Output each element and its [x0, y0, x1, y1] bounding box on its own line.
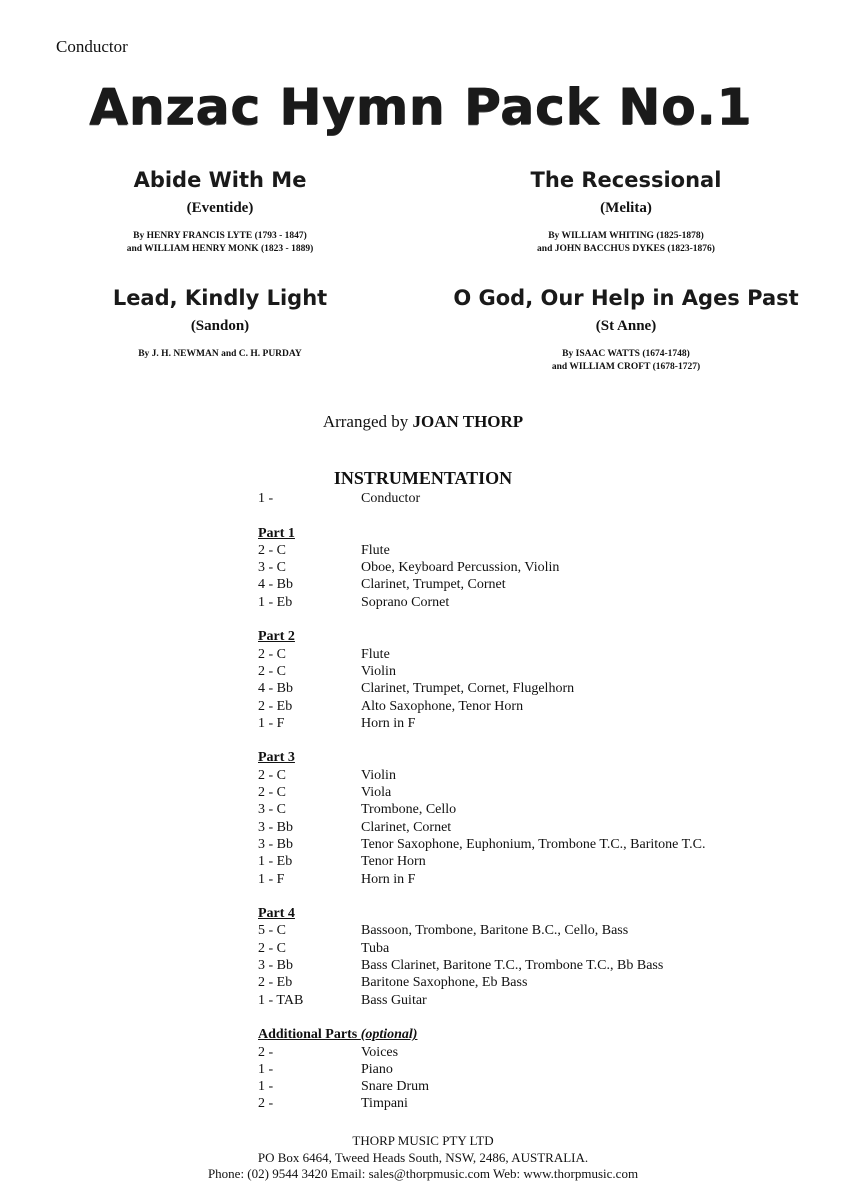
- instrument-name: Trombone, Cello: [361, 802, 457, 818]
- instrument-row: [258, 974, 778, 991]
- instrument-qty: 1 - Eb: [258, 854, 293, 870]
- instrument-qty: 5 - C: [258, 923, 286, 939]
- instrument-row: [258, 594, 778, 611]
- hymn-block-the-recessional: [436, 166, 816, 256]
- hymn-credits: [436, 230, 816, 256]
- publisher-name: THORP MUSIC PTY LTD: [352, 1133, 494, 1148]
- instrument-row: [258, 784, 778, 801]
- instrument-row: [258, 957, 778, 974]
- instrument-name: Bass Clarinet, Baritone T.C., Trombone T.C., Bb Bass: [361, 958, 664, 974]
- instrument-qty: 3 - Bb: [258, 958, 293, 974]
- credit-line: By HENRY FRANCIS LYTE (1793 - 1847): [133, 231, 307, 241]
- hymn-title: The Recessional: [530, 168, 722, 192]
- instrument-qty: 4 - Bb: [258, 577, 293, 593]
- instrument-name: Tenor Horn: [361, 854, 426, 870]
- instrument-name: Baritone Saxophone, Eb Bass: [361, 975, 528, 991]
- part-label: Conductor: [56, 37, 128, 56]
- instrument-name: Bassoon, Trombone, Baritone B.C., Cello, Bass: [361, 923, 629, 939]
- instrumentation-list: [258, 490, 778, 1113]
- hymn-tune: (Sandon): [190, 318, 250, 334]
- hymn-tune: (St Anne): [595, 318, 657, 334]
- section-title: [258, 749, 778, 766]
- instrument-qty: 3 - C: [258, 802, 286, 818]
- instrument-row: [258, 767, 778, 784]
- hymn-block-o-god-our-help: [436, 284, 816, 374]
- instrument-qty: 1 - F: [258, 715, 285, 731]
- credit-line: and WILLIAM HENRY MONK (1823 - 1889): [126, 244, 314, 254]
- section-title: [258, 905, 778, 922]
- instrument-qty: 3 - C: [258, 560, 286, 576]
- instrument-row: [258, 801, 778, 818]
- section-gap: [258, 611, 778, 628]
- instrument-name: Snare Drum: [361, 1079, 430, 1095]
- section-gap: [258, 1009, 778, 1026]
- instrument-row: [258, 836, 778, 853]
- instrument-row: [258, 1044, 778, 1061]
- section-title: [258, 525, 778, 542]
- hymn-block-lead-kindly-light: [30, 284, 410, 361]
- credit-line: and WILLIAM CROFT (1678-1727): [551, 362, 701, 372]
- section-title-text: Part 3: [258, 750, 295, 766]
- arranger-name: JOAN THORP: [412, 412, 524, 431]
- instrument-qty: 4 - Bb: [258, 681, 293, 697]
- section-title-text: Additional Parts: [258, 1027, 361, 1043]
- instrument-qty: 1 - F: [258, 871, 285, 887]
- section-title-text: Part 1: [258, 525, 295, 541]
- instrument-name: Conductor: [361, 491, 421, 506]
- instrument-row: [258, 490, 778, 507]
- hymn-title: O God, Our Help in Ages Past: [453, 286, 799, 310]
- instrument-name: Clarinet, Cornet: [361, 819, 452, 835]
- instrument-qty: 2 - C: [258, 785, 286, 801]
- credit-line: By ISAAC WATTS (1674-1748): [562, 349, 690, 359]
- instrument-row: [258, 663, 778, 680]
- instrument-name: Horn in F: [361, 715, 416, 731]
- hymn-credits: [30, 348, 410, 361]
- instrument-row: [258, 922, 778, 939]
- instrument-row: [258, 698, 778, 715]
- instrument-row: [258, 542, 778, 559]
- instrument-qty: 2 -: [258, 1044, 274, 1060]
- instrument-name: Clarinet, Trumpet, Cornet, Flugelhorn: [361, 681, 575, 697]
- instrument-name: Oboe, Keyboard Percussion, Violin: [361, 560, 560, 576]
- instrument-name: Timpani: [361, 1096, 408, 1112]
- instrument-qty: 1 - TAB: [258, 992, 304, 1008]
- instrument-qty: 3 - Bb: [258, 819, 293, 835]
- instrument-row: [258, 680, 778, 697]
- hymn-block-abide-with-me: [30, 166, 410, 256]
- instrument-name: Violin: [361, 663, 396, 679]
- instrument-row: [258, 853, 778, 870]
- instrument-name: Flute: [361, 542, 390, 558]
- hymn-tune: (Melita): [600, 200, 652, 216]
- instrument-qty: 1 -: [258, 491, 274, 506]
- instrument-name: Voices: [361, 1044, 399, 1060]
- page-title: Anzac Hymn Pack No.1: [88, 78, 753, 136]
- instrument-name: Alto Saxophone, Tenor Horn: [361, 698, 524, 714]
- instrument-qty: 2 - C: [258, 646, 286, 662]
- instrument-row: [258, 871, 778, 888]
- section-title-optional: (optional): [360, 1027, 418, 1043]
- instrument-name: Viola: [361, 785, 392, 801]
- instrument-row: [258, 992, 778, 1009]
- instrument-name: Bass Guitar: [361, 992, 427, 1008]
- arranger-line: [0, 412, 841, 432]
- instrument-qty: 2 - C: [258, 767, 286, 783]
- hymn-credits: [30, 230, 410, 256]
- credit-line: By J. H. NEWMAN and C. H. PURDAY: [138, 349, 302, 359]
- instrument-name: Tenor Saxophone, Euphonium, Trombone T.C., Baritone T.C.: [361, 836, 706, 852]
- instrument-row: [258, 715, 778, 732]
- section-gap: [258, 732, 778, 749]
- section-title: [258, 1026, 778, 1043]
- credit-line: and JOHN BACCHUS DYKES (1823-1876): [537, 244, 715, 254]
- instrument-qty: 2 - Eb: [258, 975, 293, 991]
- instrument-name: Flute: [361, 646, 390, 662]
- instrument-name: Piano: [361, 1061, 393, 1077]
- section-gap: [258, 507, 778, 524]
- instrumentation-heading: INSTRUMENTATION: [333, 468, 513, 488]
- instrument-qty: 2 - C: [258, 663, 286, 679]
- instrument-name: Violin: [361, 767, 396, 783]
- instrument-name: Soprano Cornet: [361, 594, 450, 610]
- instrument-qty: 2 - Eb: [258, 698, 293, 714]
- section-gap: [258, 888, 778, 905]
- instrument-name: Clarinet, Trumpet, Cornet: [361, 577, 506, 593]
- instrument-name: Tuba: [361, 940, 390, 956]
- publisher-footer: [0, 1133, 841, 1183]
- instrument-row: [258, 1061, 778, 1078]
- hymn-credits: [436, 348, 816, 374]
- publisher-contact: Phone: (02) 9544 3420 Email: sales@thorpmusic.com Web: www.thorpmusic.com: [207, 1166, 639, 1181]
- instrument-row: [258, 576, 778, 593]
- instrument-row: [258, 559, 778, 576]
- instrument-qty: 1 -: [258, 1061, 274, 1077]
- instrument-row: [258, 1095, 778, 1112]
- hymn-title: Abide With Me: [133, 168, 307, 192]
- section-title-text: Part 2: [258, 629, 295, 645]
- hymn-title: Lead, Kindly Light: [112, 286, 328, 310]
- instrument-qty: 1 -: [258, 1079, 274, 1095]
- instrument-row: [258, 1078, 778, 1095]
- instrument-qty: 3 - Bb: [258, 836, 293, 852]
- instrument-qty: 1 - Eb: [258, 594, 293, 610]
- hymn-tune: (Eventide): [186, 200, 254, 216]
- publisher-address: PO Box 6464, Tweed Heads South, NSW, 2486, AUSTRALIA.: [257, 1149, 589, 1165]
- instrument-qty: 2 - C: [258, 542, 286, 558]
- section-title: [258, 628, 778, 645]
- credit-line: By WILLIAM WHITING (1825-1878): [548, 231, 704, 241]
- instrument-qty: 2 - C: [258, 940, 286, 956]
- section-title-text: Part 4: [258, 906, 295, 922]
- instrument-row: [258, 646, 778, 663]
- arranger-prefix: Arranged by: [322, 412, 413, 431]
- instrument-name: Horn in F: [361, 871, 416, 887]
- instrument-row: [258, 819, 778, 836]
- instrument-row: [258, 940, 778, 957]
- instrument-qty: 2 -: [258, 1096, 274, 1112]
